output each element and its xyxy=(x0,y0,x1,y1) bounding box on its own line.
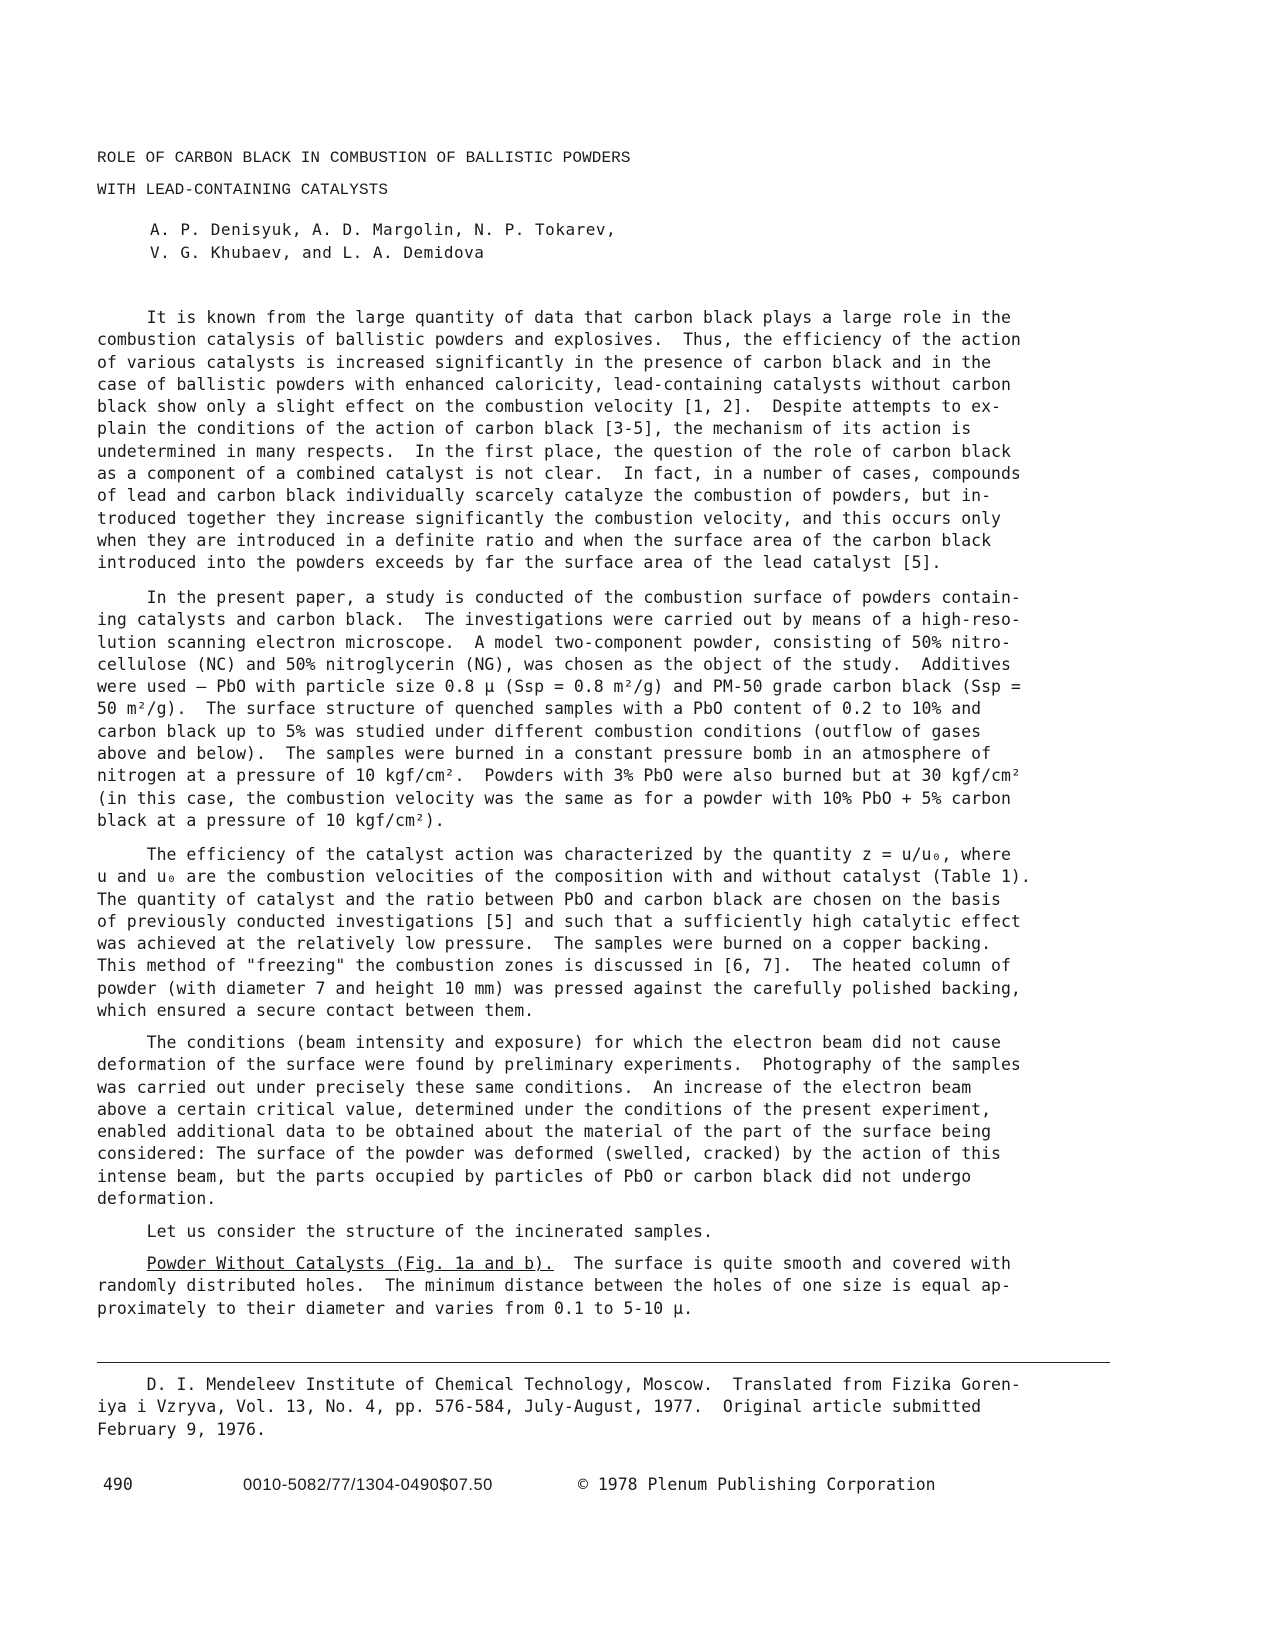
text-line: In the present paper, a study is conducted of the combustion surface of powders contain- xyxy=(97,588,1021,607)
text-line: troduced together they increase significantly the combustion velocity, and this occurs only xyxy=(97,508,1001,528)
text-line: of lead and carbon black individually scarcely catalyze the combustion of powders, but in- xyxy=(97,486,992,506)
text-line: combustion catalysis of ballistic powders and explosives. Thus, the efficiency of the action xyxy=(97,330,1021,350)
paragraph-5 xyxy=(97,1221,1137,1243)
article-code: 0010-5082/77/1304-0490$07.50 xyxy=(243,1476,493,1494)
text-line: lution scanning electron microscope. A model two-component powder, consisting of 50% nitro- xyxy=(97,632,1011,652)
footnote-line: iya i Vzryva, Vol. 13, No. 4, pp. 576-584, July-August, 1977. Original article submitted xyxy=(97,1397,982,1417)
text-line: powder (with diameter 7 and height 10 mm) was pressed against the carefully polished backing, xyxy=(97,978,1021,998)
text-line: deformation of the surface were found by preliminary experiments. Photography of the samples xyxy=(97,1055,1021,1075)
paragraph-3 xyxy=(97,844,1137,1022)
text-line: The efficiency of the catalyst action was characterized by the quantity z = u/u₀, where xyxy=(97,845,1011,864)
text-line: ing catalysts and carbon black. The investigations were carried out by means of a high-reso- xyxy=(97,610,1021,630)
text-line: were used — PbO with particle size 0.8 μ (Ssp = 0.8 m²/g) and PM-50 grade carbon black (Ssp = xyxy=(97,677,1021,697)
footnote xyxy=(97,1374,1021,1441)
text-line: deformation. xyxy=(97,1189,217,1209)
text-segment: The surface is quite smooth and covered with xyxy=(553,1254,1011,1273)
text-line: introduced into the powders exceeds by far the surface area of the lead catalyst [5]. xyxy=(97,553,942,573)
page-number: 490 xyxy=(103,1475,133,1494)
text-line: case of ballistic powders with enhanced caloricity, lead-containing catalysts without carbon xyxy=(97,374,1011,394)
text-line: (in this case, the combustion velocity was the same as for a powder with 10% PbO + 5% carbon xyxy=(97,788,1011,808)
text-line: when they are introduced in a definite ratio and when the surface area of the carbon black xyxy=(97,530,992,550)
paragraph-1 xyxy=(97,307,1137,575)
text-line: cellulose (NC) and 50% nitroglycerin (NG), was chosen as the object of the study. Additives xyxy=(97,654,1011,674)
text-line: as a component of a combined catalyst is not clear. In fact, in a number of cases, compounds xyxy=(97,464,1021,484)
text-line: u and u₀ are the combustion velocities of the composition with and without catalyst (Table 1). xyxy=(97,867,1031,887)
section-heading: Powder Without Catalysts (Fig. 1a and b). xyxy=(146,1254,554,1273)
text-line: 50 m²/g). The surface structure of quenched samples with a PbO content of 0.2 to 10% and xyxy=(97,699,982,719)
text-line: black at a pressure of 10 kgf/cm²). xyxy=(97,810,445,830)
article-title xyxy=(97,142,631,206)
footnote-divider xyxy=(97,1362,1110,1363)
text-line: plain the conditions of the action of carbon black [3-5], the mechanism of its action is xyxy=(97,419,972,439)
author-list xyxy=(150,218,616,264)
text-line: black show only a slight effect on the combustion velocity [1, 2]. Despite attempts to ex- xyxy=(97,397,1001,417)
text-line: nitrogen at a pressure of 10 kgf/cm². Powders with 3% PbO were also burned but at 30 kgf/cm² xyxy=(97,766,1021,786)
text-line: of previously conducted investigations [5] and such that a sufficiently high catalytic effect xyxy=(97,911,1021,931)
text-line: above a certain critical value, determined under the conditions of the present experiment, xyxy=(97,1099,992,1119)
text-line: above and below). The samples were burned in a constant pressure bomb in an atmosphere of xyxy=(97,744,992,764)
title-line-2: WITH LEAD-CONTAINING CATALYSTS xyxy=(97,181,389,199)
text-line: This method of "freezing" the combustion zones is discussed in [6, 7]. The heated column of xyxy=(97,956,1011,976)
text-line: undetermined in many respects. In the first place, the question of the role of carbon black xyxy=(97,441,1011,461)
text-line: which ensured a secure contact between them. xyxy=(97,1001,535,1021)
authors-line-1: A. P. Denisyuk, A. D. Margolin, N. P. Tokarev, xyxy=(150,220,617,239)
text-line: was carried out under precisely these same conditions. An increase of the electron beam xyxy=(97,1077,972,1097)
text-line: carbon black up to 5% was studied under different combustion conditions (outflow of gases xyxy=(97,721,982,741)
text-line: enabled additional data to be obtained about the material of the part of the surface being xyxy=(97,1122,992,1142)
text-line: The conditions (beam intensity and exposure) for which the electron beam did not cause xyxy=(97,1033,1001,1052)
text-line: randomly distributed holes. The minimum distance between the holes of one size is equal ap- xyxy=(97,1276,1011,1296)
paragraph-6 xyxy=(97,1253,1137,1320)
text-line: proximately to their diameter and varies from 0.1 to 5-10 μ. xyxy=(97,1298,694,1318)
text-line: intense beam, but the parts occupied by particles of PbO or carbon black did not undergo xyxy=(97,1166,972,1186)
footnote-line: February 9, 1976. xyxy=(97,1419,266,1439)
text-line xyxy=(97,1253,1137,1275)
text-line: was achieved at the relatively low pressure. The samples were burned on a copper backing. xyxy=(97,934,992,954)
text-line: It is known from the large quantity of data that carbon black plays a large role in the xyxy=(97,308,1011,327)
authors-line-2: V. G. Khubaev, and L. A. Demidova xyxy=(150,243,485,262)
text-line: Let us consider the structure of the incinerated samples. xyxy=(97,1222,713,1241)
text-line: The quantity of catalyst and the ratio between PbO and carbon black are chosen on the basis xyxy=(97,889,1001,909)
copyright-notice: © 1978 Plenum Publishing Corporation xyxy=(578,1475,936,1494)
text-line: considered: The surface of the powder was deformed (swelled, cracked) by the action of this xyxy=(97,1144,1001,1164)
text-line: of various catalysts is increased significantly in the presence of carbon black and in the xyxy=(97,352,992,372)
paragraph-4 xyxy=(97,1032,1137,1210)
footnote-line: D. I. Mendeleev Institute of Chemical Technology, Moscow. Translated from Fizika Goren- xyxy=(97,1375,1021,1394)
paragraph-2 xyxy=(97,587,1137,832)
title-line-1: ROLE OF CARBON BLACK IN COMBUSTION OF BALLISTIC POWDERS xyxy=(97,149,631,167)
